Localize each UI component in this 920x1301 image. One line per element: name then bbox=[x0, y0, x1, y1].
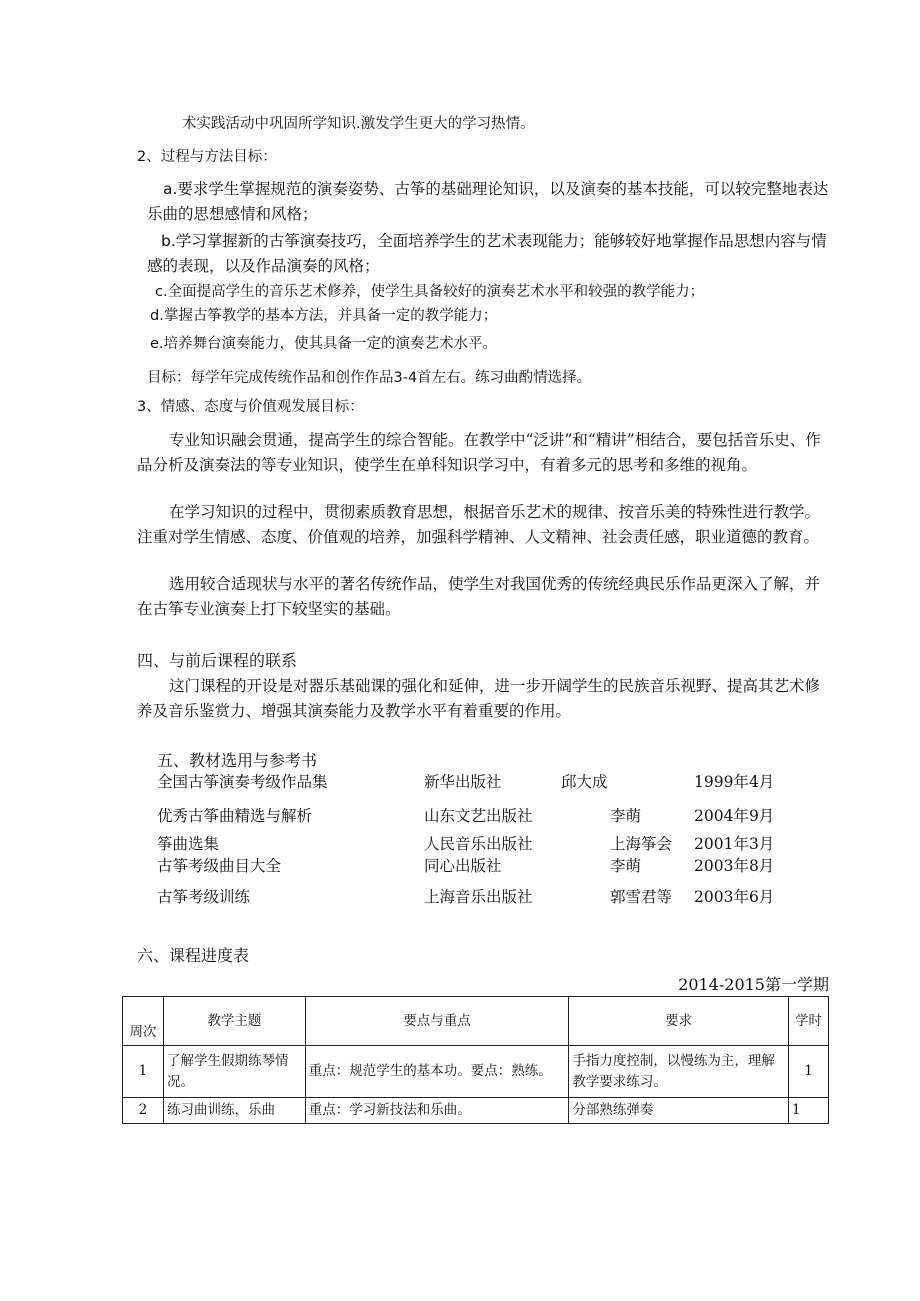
section4-text: 这门课程的开设是对器乐基础课的强化和延伸，进一步开阔学生的民族音乐视野、提高其艺术修养及音乐鉴赏力、增强其演奏能力及教学水平有着重要的作用。 bbox=[137, 677, 821, 720]
section5-title: 五、教材选用与参考书 bbox=[157, 751, 318, 770]
book-title: 优秀古筝曲精选与解析 bbox=[157, 807, 313, 825]
cell-hours: 1 bbox=[788, 1098, 828, 1124]
table-header-row bbox=[123, 997, 829, 1046]
goal-line: 目标：每学年完成传统作品和创作作品3-4首左右。练习曲酌情选择。 bbox=[147, 370, 592, 386]
intro-line: 术实践活动中巩固所学知识.激发学生更大的学习热情。 bbox=[182, 116, 535, 132]
semester-label: 2014-2015第一学期 bbox=[678, 975, 829, 994]
book-date: 2004年9月 bbox=[694, 807, 775, 825]
emotion-heading: 3、情感、态度与价值观发展目标： bbox=[137, 399, 364, 415]
book-title: 筝曲选集 bbox=[157, 835, 220, 853]
cell-points: 重点：规范学生的基本功。要点：熟练。 bbox=[305, 1046, 569, 1098]
book-date: 2003年8月 bbox=[694, 857, 775, 875]
cell-topic: 了解学生假期练琴情况。 bbox=[163, 1046, 305, 1098]
cell-week: 2 bbox=[123, 1098, 164, 1124]
header-hours: 学时 bbox=[788, 997, 828, 1046]
book-author: 邱大成 bbox=[561, 773, 608, 791]
book-author: 上海筝会 bbox=[610, 835, 673, 853]
book-author: 郭雪君等 bbox=[610, 888, 673, 906]
book-title: 全国古筝演奏考级作品集 bbox=[157, 773, 328, 791]
book-title: 古筝考级曲目大全 bbox=[157, 857, 282, 875]
cell-week: 1 bbox=[123, 1046, 164, 1098]
book-publisher: 上海音乐出版社 bbox=[424, 888, 533, 906]
book-publisher: 人民音乐出版社 bbox=[424, 835, 533, 853]
process-heading: 2、过程与方法目标： bbox=[137, 149, 277, 165]
section6-title: 六、课程进度表 bbox=[137, 946, 250, 965]
table-row bbox=[123, 1046, 829, 1098]
header-topic: 教学主题 bbox=[163, 997, 305, 1046]
emotion-para-3: 选用较合适现状与水平的著名传统作品，使学生对我国优秀的传统经典民乐作品更深入了解，并在古筝专业演奏上打下较坚实的基础。 bbox=[137, 575, 821, 618]
section4-title: 四、与前后课程的联系 bbox=[137, 651, 298, 670]
header-points: 要点与重点 bbox=[305, 997, 569, 1046]
book-publisher: 同心出版社 bbox=[424, 857, 502, 875]
process-item-c: c.全面提高学生的音乐艺术修养，使学生具备较好的演奏艺术水平和较强的教学能力； bbox=[155, 284, 705, 300]
cell-requirement: 手指力度控制，以慢练为主，理解教学要求练习。 bbox=[569, 1046, 789, 1098]
cell-topic: 练习曲训练，乐曲 bbox=[163, 1098, 305, 1124]
process-item-b: b.学习掌握新的古筝演奏技巧，全面培养学生的艺术表现能力；能够较好地掌握作品思想内容与情感的表现，以及作品演奏的风格； bbox=[147, 232, 827, 275]
emotion-para-1: 专业知识融会贯通，提高学生的综合智能。在教学中“泛讲”和“精讲”相结合，要包括音乐史、作品分析及演奏法的等专业知识，使学生在单科知识学习中，有着多元的思考和多维的视角。 bbox=[137, 431, 821, 474]
emotion-para-2: 在学习知识的过程中，贯彻素质教育思想，根据音乐艺术的规律、按音乐美的特殊性进行教学。注重对学生情感、态度、价值观的培养，加强科学精神、人文精神、社会责任感，职业道德的教育。 bbox=[137, 503, 821, 546]
book-publisher: 新华出版社 bbox=[424, 773, 502, 791]
book-author: 李萌 bbox=[610, 807, 642, 825]
book-title: 古筝考级训练 bbox=[157, 888, 251, 906]
book-date: 2003年6月 bbox=[694, 888, 775, 906]
header-requirement: 要求 bbox=[569, 997, 789, 1046]
cell-requirement: 分部熟练弹奏 bbox=[569, 1098, 789, 1124]
process-item-a: a.要求学生掌握规范的演奏姿势、古筝的基础理论知识，以及演奏的基本技能，可以较完整地表达乐曲的思想感情和风格； bbox=[147, 180, 829, 223]
book-publisher: 山东文艺出版社 bbox=[424, 807, 533, 825]
schedule-table bbox=[122, 996, 829, 1124]
book-date: 1999年4月 bbox=[694, 773, 775, 791]
process-item-d: d.掌握古筝教学的基本方法，并具备一定的教学能力； bbox=[150, 308, 498, 324]
book-author: 李萌 bbox=[610, 857, 642, 875]
book-date: 2001年3月 bbox=[694, 835, 775, 853]
table-row bbox=[123, 1098, 829, 1124]
cell-hours: 1 bbox=[788, 1046, 828, 1098]
process-item-e: e.培养舞台演奏能力，使其具备一定的演奏艺术水平。 bbox=[150, 336, 498, 352]
cell-points: 重点：学习新技法和乐曲。 bbox=[305, 1098, 569, 1124]
header-week: 周次 bbox=[123, 997, 164, 1046]
